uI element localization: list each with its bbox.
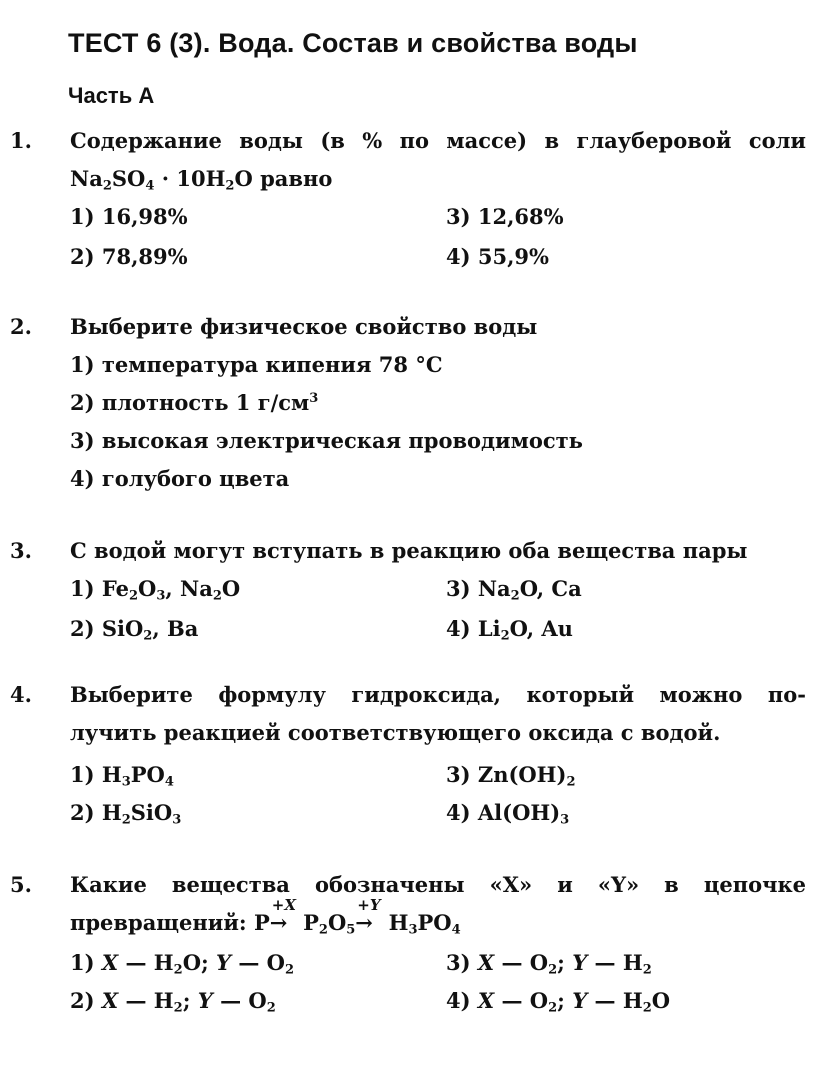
question-number: 2. [10, 314, 32, 339]
question-4 [10, 676, 806, 836]
question-text: Содержание воды (в % по массе) в глауберовой соли $Na_2SO_4 \cdot 10H_2O$ равно [70, 128, 806, 194]
answer-options [70, 198, 806, 282]
question-3 [10, 532, 806, 654]
option-2[interactable]: 2) 78,89% [70, 244, 188, 269]
option-3[interactable]: 3) 12,68% [446, 204, 564, 229]
question-number: 4. [10, 682, 32, 707]
option-2[interactable]: 2) плотность 1 $г/см^3$ [70, 390, 319, 415]
option-3[interactable]: 3) X — $O_2$; Y — $H_2$ [446, 950, 652, 978]
question-text: Выберите физическое свойство воды [70, 314, 538, 339]
option-2[interactable]: 2) X — $H_2$; Y — $O_2$ [70, 988, 276, 1016]
option-4[interactable]: 4) $Li_2O$, Au [446, 616, 573, 644]
answer-options [70, 570, 806, 654]
option-1[interactable]: 1) температура кипения 78 °C [70, 352, 443, 377]
option-1[interactable]: 1) $Fe_2O_3$, $Na_2O$ [70, 576, 241, 604]
option-4[interactable]: 4) X — $O_2$; Y — $H_2O$ [446, 988, 671, 1016]
option-4[interactable]: 4) $Al(OH)_3$ [446, 800, 570, 828]
test-title: ТЕСТ 6 (3). Вода. Состав и свойства воды [68, 28, 638, 58]
question-text: Выберите формулу гидроксида, который можно по- лучить реакцией соответствующего оксида с водой. [70, 682, 806, 745]
question-text: Какие вещества обозначены «X» и «Y» в цепочке превращений: P +X → $P_2O_5$ +Y → $H_3PO_4$ [70, 872, 806, 938]
answer-options [70, 942, 806, 1026]
option-4[interactable]: 4) голубого цвета [70, 466, 290, 491]
option-1[interactable]: 1) $H_3PO_4$ [70, 762, 174, 790]
option-2[interactable]: 2) $H_2SiO_3$ [70, 800, 182, 828]
question-number: 1. [10, 128, 32, 153]
part-heading: Часть А [68, 83, 155, 108]
option-3[interactable]: 3) $Zn(OH)_2$ [446, 762, 576, 790]
option-3[interactable]: 3) $Na_2O$, Ca [446, 576, 582, 604]
question-5 [10, 866, 806, 1026]
option-1[interactable]: 1) 16,98% [70, 204, 188, 229]
answer-options [70, 752, 806, 836]
option-3[interactable]: 3) высокая электрическая проводимость [70, 428, 583, 453]
question-2 [10, 308, 806, 498]
question-text: С водой могут вступать в реакцию оба вещества пары [70, 538, 748, 563]
option-4[interactable]: 4) 55,9% [446, 244, 549, 269]
option-2[interactable]: 2) SiO$_2$, Ba [70, 616, 199, 644]
question-number: 3. [10, 538, 32, 563]
question-1 [10, 122, 806, 282]
answer-options [70, 346, 806, 498]
question-number: 5. [10, 872, 32, 897]
option-1[interactable]: 1) X — $H_2O$; Y — $O_2$ [70, 950, 295, 978]
